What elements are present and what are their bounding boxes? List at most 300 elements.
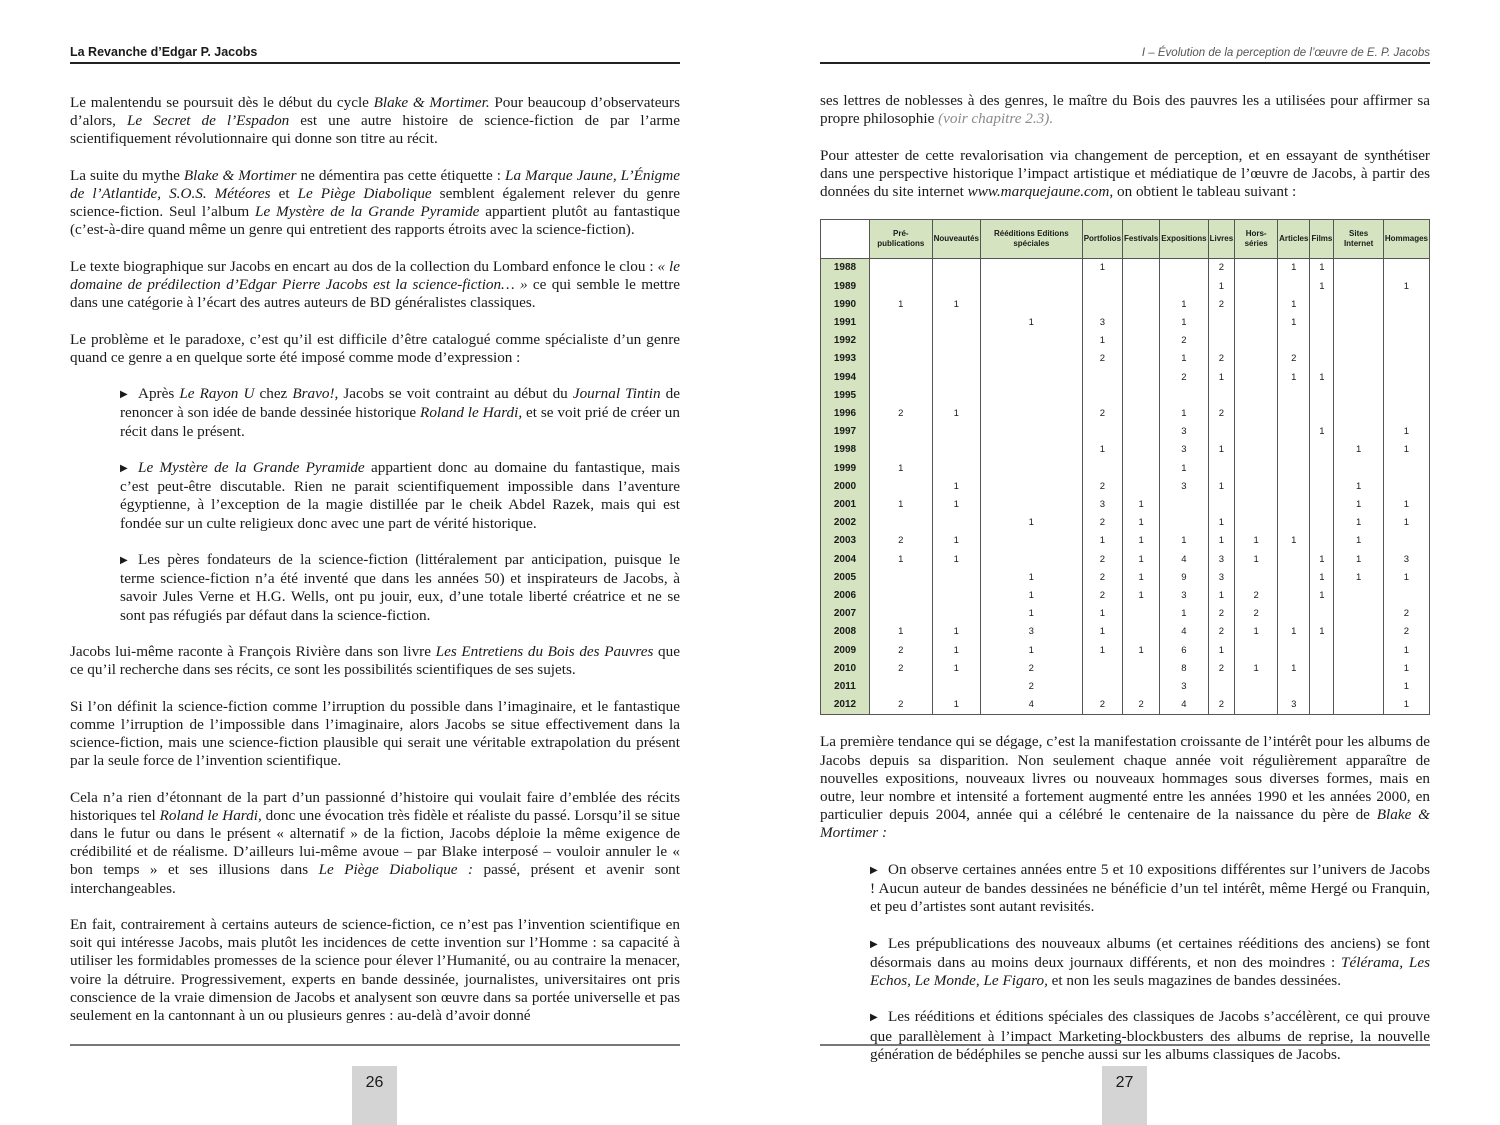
value-cell <box>1235 460 1278 478</box>
value-cell: 1 <box>980 605 1082 623</box>
value-cell <box>932 332 980 350</box>
table-row <box>821 514 1430 532</box>
paragraph: La suite du mythe Blake & Mortimer ne démentira pas cette étiquette : La Marque Jaune, L’Énigme de l’Atlantide, S.O.S. Météores et Le Piège Diabolique semblent également relever du genre science-fiction. Seul l’album Le Mystère de la Grande Pyramide appartient plutôt au fantastique (c’est-à-dire quand même un genre qui entretient des rapports étroits avec la science-fiction). <box>70 166 680 239</box>
value-cell <box>1310 532 1334 550</box>
value-cell <box>1082 460 1122 478</box>
value-cell <box>1235 387 1278 405</box>
value-cell <box>1278 587 1310 605</box>
year-cell: 2012 <box>821 696 870 715</box>
value-cell <box>1310 405 1334 423</box>
year-cell: 2011 <box>821 678 870 696</box>
year-cell: 2004 <box>821 551 870 569</box>
value-cell: 2 <box>1208 350 1235 368</box>
value-cell: 1 <box>1160 296 1208 314</box>
year-cell: 1993 <box>821 350 870 368</box>
value-cell: 2 <box>1235 605 1278 623</box>
value-cell: 1 <box>1383 496 1429 514</box>
value-cell <box>870 259 933 278</box>
triangle-right-icon: ▶ <box>120 462 128 474</box>
value-cell: 2 <box>1123 696 1160 715</box>
year-cell: 2000 <box>821 478 870 496</box>
value-cell: 2 <box>1208 259 1235 278</box>
value-cell: 3 <box>1160 423 1208 441</box>
value-cell: 1 <box>1278 314 1310 332</box>
value-cell <box>1310 496 1334 514</box>
value-cell: 1 <box>932 623 980 641</box>
value-cell: 1 <box>1310 587 1334 605</box>
year-cell: 1998 <box>821 441 870 459</box>
value-cell <box>870 441 933 459</box>
table-row <box>821 350 1430 368</box>
value-cell <box>932 278 980 296</box>
value-cell <box>1082 423 1122 441</box>
triangle-right-icon: ▶ <box>870 938 878 950</box>
value-cell <box>1123 623 1160 641</box>
value-cell <box>870 587 933 605</box>
value-cell <box>1235 569 1278 587</box>
value-cell <box>980 478 1082 496</box>
value-cell <box>1383 350 1429 368</box>
value-cell <box>932 259 980 278</box>
value-cell: 1 <box>1082 623 1122 641</box>
value-cell <box>1310 660 1334 678</box>
value-cell: 1 <box>1383 660 1429 678</box>
value-cell: 2 <box>1383 605 1429 623</box>
value-cell <box>980 369 1082 387</box>
value-cell: 3 <box>1082 496 1122 514</box>
value-cell <box>1235 296 1278 314</box>
value-cell: 1 <box>1278 623 1310 641</box>
value-cell <box>1208 332 1235 350</box>
value-cell <box>980 332 1082 350</box>
value-cell: 4 <box>1160 623 1208 641</box>
value-cell: 3 <box>980 623 1082 641</box>
table-row <box>821 460 1430 478</box>
value-cell: 1 <box>1334 551 1383 569</box>
value-cell: 2 <box>1082 405 1122 423</box>
value-cell <box>870 350 933 368</box>
value-cell: 1 <box>1235 551 1278 569</box>
value-cell: 1 <box>1383 441 1429 459</box>
value-cell <box>1235 423 1278 441</box>
value-cell <box>1208 423 1235 441</box>
table-row <box>821 496 1430 514</box>
table-row <box>821 660 1430 678</box>
value-cell <box>1123 423 1160 441</box>
table-row <box>821 623 1430 641</box>
value-cell: 1 <box>1160 605 1208 623</box>
value-cell: 1 <box>1383 642 1429 660</box>
value-cell <box>980 496 1082 514</box>
value-cell: 1 <box>1278 532 1310 550</box>
table-row <box>821 387 1430 405</box>
value-cell: 1 <box>1160 314 1208 332</box>
value-cell: 1 <box>980 587 1082 605</box>
value-cell <box>1383 405 1429 423</box>
paragraph: La première tendance qui se dégage, c’est la manifestation croissante de l’intérêt pour les albums de Jacobs depuis sa disparition. Non seulement chaque année voit régulièrement apparaître de nouvelles expositions, nouveaux livres ou nouveaux hommages sous diverses formes, mais en outre, leur nombre et intensité a fortement augmenté entre les années 1990 et les années 2000, en particulier depuis 2004, année qui a célébré le centenaire de la naissance du père de Blake & Mortimer : <box>820 733 1430 842</box>
table-row <box>821 551 1430 569</box>
value-cell <box>1334 642 1383 660</box>
year-cell: 1999 <box>821 460 870 478</box>
value-cell: 1 <box>1123 496 1160 514</box>
value-cell <box>1310 696 1334 715</box>
value-cell <box>1235 678 1278 696</box>
value-cell: 1 <box>1208 441 1235 459</box>
column-header: Articles <box>1278 220 1310 259</box>
value-cell: 1 <box>1123 551 1160 569</box>
value-cell: 1 <box>1082 642 1122 660</box>
value-cell <box>870 278 933 296</box>
value-cell: 1 <box>932 642 980 660</box>
value-cell <box>1383 478 1429 496</box>
value-cell <box>1160 514 1208 532</box>
value-cell <box>932 605 980 623</box>
value-cell: 1 <box>1334 496 1383 514</box>
value-cell: 1 <box>1082 441 1122 459</box>
value-cell: 1 <box>1235 623 1278 641</box>
value-cell: 1 <box>1310 259 1334 278</box>
table-row <box>821 642 1430 660</box>
value-cell <box>1334 623 1383 641</box>
table-row <box>821 278 1430 296</box>
value-cell <box>1278 678 1310 696</box>
table-row <box>821 441 1430 459</box>
value-cell: 1 <box>870 296 933 314</box>
value-cell <box>980 278 1082 296</box>
value-cell: 1 <box>980 569 1082 587</box>
table-row <box>821 332 1430 350</box>
value-cell: 1 <box>1123 569 1160 587</box>
value-cell <box>1208 460 1235 478</box>
value-cell: 2 <box>1208 605 1235 623</box>
paragraph: En fait, contrairement à certains auteurs de science-fiction, ce n’est pas l’invention scientifique en soit qui intéresse Jacobs, mais plutôt les incidences de cette invention sur l’Homme : sa capacité à utiliser les formidables promesses de la science pour élever l’Humanité, ou au contraire la menacer, voire la détruire. Progressivement, experts en bande dessinée, journalistes, universitaires ont pris conscience de la vraie dimension de Jacobs et analysent son œuvre dans sa portée universelle et pas seulement en la cantonnant à un ou plusieurs genres : au-delà d’avoir donné <box>70 915 680 1024</box>
value-cell <box>1235 369 1278 387</box>
value-cell <box>1123 660 1160 678</box>
value-cell <box>1383 259 1429 278</box>
value-cell: 1 <box>932 296 980 314</box>
value-cell: 1 <box>1160 405 1208 423</box>
table-row <box>821 423 1430 441</box>
value-cell: 3 <box>1208 551 1235 569</box>
column-header: Pré-publications <box>870 220 933 259</box>
column-header: Sites Internet <box>1334 220 1383 259</box>
value-cell <box>1278 551 1310 569</box>
value-cell <box>1334 278 1383 296</box>
triangle-right-icon: ▶ <box>870 864 878 876</box>
value-cell <box>1310 314 1334 332</box>
value-cell <box>870 332 933 350</box>
column-header: Hommages <box>1383 220 1429 259</box>
value-cell <box>1334 296 1383 314</box>
value-cell <box>870 369 933 387</box>
value-cell: 1 <box>870 551 933 569</box>
value-cell <box>1278 405 1310 423</box>
value-cell <box>1235 478 1278 496</box>
value-cell <box>1278 569 1310 587</box>
value-cell <box>1334 314 1383 332</box>
value-cell <box>1278 605 1310 623</box>
value-cell: 1 <box>1082 532 1122 550</box>
value-cell: 1 <box>1235 660 1278 678</box>
value-cell: 2 <box>1278 350 1310 368</box>
value-cell <box>932 460 980 478</box>
value-cell <box>1082 678 1122 696</box>
table-row <box>821 296 1430 314</box>
column-header: Rééditions Editions spéciales <box>980 220 1082 259</box>
value-cell <box>1160 259 1208 278</box>
value-cell: 2 <box>1082 514 1122 532</box>
data-table <box>820 219 1430 715</box>
value-cell <box>1310 332 1334 350</box>
value-cell <box>1310 441 1334 459</box>
value-cell: 2 <box>870 405 933 423</box>
value-cell: 1 <box>932 660 980 678</box>
table-corner-cell <box>821 220 870 259</box>
value-cell <box>932 387 980 405</box>
year-cell: 1988 <box>821 259 870 278</box>
column-header: Expositions <box>1160 220 1208 259</box>
value-cell <box>1383 332 1429 350</box>
running-head-book-title: La Revanche d’Edgar P. Jacobs <box>70 42 680 64</box>
value-cell <box>1278 496 1310 514</box>
value-cell <box>870 605 933 623</box>
paragraph: Pour attester de cette revalorisation via changement de perception, et en essayant de synthétiser dans une perspective historique l’impact artistique et médiatique de l’œuvre de Jacobs, à partir des données du site internet www.marquejaune.com, on obtient le tableau suivant : <box>820 146 1430 200</box>
right-page <box>820 0 1430 1125</box>
paragraph: Si l’on définit la science-fiction comme l’irruption du possible dans l’imaginaire, et le fantastique comme l’irruption de l’impossible dans l’imaginaire, alors Jacobs se situe effectivement dans la science-fiction, mais une science-fiction plausible qui serait une véritable extrapolation du présent par la seule force de l’invention scientifique. <box>70 697 680 770</box>
value-cell <box>932 423 980 441</box>
value-cell: 1 <box>1383 423 1429 441</box>
column-header: Livres <box>1208 220 1235 259</box>
value-cell <box>1123 350 1160 368</box>
value-cell: 1 <box>1278 259 1310 278</box>
value-cell <box>1208 314 1235 332</box>
value-cell: 1 <box>1208 514 1235 532</box>
value-cell: 2 <box>1208 405 1235 423</box>
value-cell <box>1334 678 1383 696</box>
triangle-right-icon: ▶ <box>120 554 128 566</box>
year-cell: 1990 <box>821 296 870 314</box>
value-cell: 1 <box>1334 441 1383 459</box>
value-cell <box>980 532 1082 550</box>
value-cell: 1 <box>932 478 980 496</box>
value-cell <box>980 551 1082 569</box>
value-cell <box>1383 314 1429 332</box>
value-cell <box>1235 496 1278 514</box>
value-cell: 1 <box>1208 278 1235 296</box>
website-reference: www.marquejaune.com, <box>967 183 1114 200</box>
value-cell <box>1235 278 1278 296</box>
value-cell <box>1123 387 1160 405</box>
value-cell: 2 <box>980 660 1082 678</box>
value-cell: 1 <box>1208 587 1235 605</box>
value-cell <box>932 314 980 332</box>
value-cell <box>870 569 933 587</box>
value-cell <box>980 460 1082 478</box>
value-cell <box>870 314 933 332</box>
column-header: Hors-séries <box>1235 220 1278 259</box>
value-cell: 1 <box>1208 642 1235 660</box>
value-cell: 1 <box>1123 532 1160 550</box>
value-cell <box>1123 314 1160 332</box>
right-body-text <box>820 92 1430 1082</box>
value-cell: 2 <box>870 642 933 660</box>
value-cell: 1 <box>932 405 980 423</box>
value-cell <box>870 478 933 496</box>
value-cell <box>1278 278 1310 296</box>
year-cell: 1997 <box>821 423 870 441</box>
table-row <box>821 478 1430 496</box>
value-cell: 1 <box>1310 551 1334 569</box>
value-cell <box>932 369 980 387</box>
value-cell <box>1334 587 1383 605</box>
value-cell: 1 <box>1383 569 1429 587</box>
value-cell <box>980 259 1082 278</box>
value-cell <box>1235 514 1278 532</box>
value-cell <box>1123 296 1160 314</box>
value-cell: 4 <box>1160 696 1208 715</box>
value-cell <box>1278 478 1310 496</box>
value-cell <box>870 678 933 696</box>
value-cell <box>1278 441 1310 459</box>
footer-divider <box>70 1044 680 1046</box>
value-cell <box>870 423 933 441</box>
value-cell <box>1310 514 1334 532</box>
bullet-item: ▶ Les prépublications des nouveaux albums (et certaines rééditions des anciens) se font désormais dans au moins deux journaux différents, et non des moindres : Télérama, Les Echos, Le Monde, Le Figaro, et non les seuls magazines de bandes dessinées. <box>870 934 1431 990</box>
value-cell <box>1310 387 1334 405</box>
value-cell <box>932 678 980 696</box>
value-cell <box>1235 405 1278 423</box>
value-cell: 3 <box>1082 314 1122 332</box>
value-cell: 1 <box>932 532 980 550</box>
value-cell: 2 <box>1208 623 1235 641</box>
value-cell <box>1310 478 1334 496</box>
value-cell: 1 <box>1383 678 1429 696</box>
value-cell <box>980 387 1082 405</box>
value-cell: 2 <box>1235 587 1278 605</box>
value-cell <box>1278 642 1310 660</box>
value-cell: 1 <box>1310 278 1334 296</box>
triangle-right-icon: ▶ <box>870 1012 878 1024</box>
year-cell: 2003 <box>821 532 870 550</box>
value-cell: 1 <box>1278 296 1310 314</box>
column-header: Nouveautés <box>932 220 980 259</box>
value-cell <box>1235 441 1278 459</box>
value-cell <box>1082 660 1122 678</box>
value-cell: 1 <box>1235 532 1278 550</box>
value-cell: 1 <box>1334 532 1383 550</box>
page-number: 27 <box>1102 1066 1147 1125</box>
value-cell: 1 <box>1208 478 1235 496</box>
value-cell: 1 <box>1310 569 1334 587</box>
value-cell: 1 <box>932 696 980 715</box>
value-cell <box>1334 369 1383 387</box>
value-cell <box>1082 387 1122 405</box>
value-cell: 1 <box>980 514 1082 532</box>
value-cell: 3 <box>1160 678 1208 696</box>
value-cell: 1 <box>1310 369 1334 387</box>
value-cell: 1 <box>1310 623 1334 641</box>
value-cell: 3 <box>1278 696 1310 715</box>
value-cell: 1 <box>1208 532 1235 550</box>
value-cell: 6 <box>1160 642 1208 660</box>
paragraph: Le problème et le paradoxe, c’est qu’il est difficile d’être catalogué comme spécialiste d’un genre quand ce genre a en quelque sorte été imposé comme mode d’expression : <box>70 330 680 366</box>
value-cell: 1 <box>1160 460 1208 478</box>
value-cell <box>1235 642 1278 660</box>
value-cell: 1 <box>870 460 933 478</box>
value-cell <box>1235 350 1278 368</box>
value-cell: 2 <box>1082 696 1122 715</box>
value-cell: 2 <box>1082 478 1122 496</box>
bullet-item: ▶ Les pères fondateurs de la science-fiction (littéralement par anticipation, puisque le terme science-fiction n’a été inventé que dans les années 50) et inspirateurs de Jacobs, à savoir Jules Verne et H.G. Wells, ont pu jouir, eux, d’une totale liberté créatrice et ne se sont pas réfugiés par défaut dans la science-fiction. <box>120 550 680 624</box>
paragraph: ses lettres de noblesses à des genres, le maître du Bois des pauvres les a utilisées pour affirmer sa propre philosophie (voir chapitre 2.3). <box>820 92 1430 128</box>
value-cell <box>870 514 933 532</box>
value-cell: 1 <box>980 314 1082 332</box>
year-cell: 2006 <box>821 587 870 605</box>
year-cell: 1994 <box>821 369 870 387</box>
value-cell <box>980 441 1082 459</box>
year-cell: 2010 <box>821 660 870 678</box>
value-cell <box>1334 259 1383 278</box>
value-cell <box>1334 332 1383 350</box>
table-row <box>821 605 1430 623</box>
value-cell <box>1334 423 1383 441</box>
value-cell: 1 <box>870 623 933 641</box>
value-cell: 2 <box>1082 569 1122 587</box>
value-cell <box>1383 387 1429 405</box>
value-cell: 1 <box>980 642 1082 660</box>
left-body-text <box>70 94 680 1043</box>
table-row <box>821 696 1430 715</box>
value-cell: 1 <box>1082 605 1122 623</box>
value-cell: 1 <box>932 496 980 514</box>
table-row <box>821 314 1430 332</box>
value-cell <box>1123 605 1160 623</box>
value-cell <box>1235 332 1278 350</box>
value-cell <box>1123 405 1160 423</box>
value-cell <box>1123 441 1160 459</box>
value-cell: 2 <box>1160 369 1208 387</box>
value-cell: 1 <box>1334 478 1383 496</box>
value-cell <box>1160 387 1208 405</box>
value-cell <box>1334 460 1383 478</box>
table-row <box>821 369 1430 387</box>
value-cell <box>1123 278 1160 296</box>
value-cell <box>932 514 980 532</box>
chapter-cross-reference: (voir chapitre 2.3). <box>938 110 1054 128</box>
footer-divider <box>820 1044 1430 1046</box>
value-cell: 2 <box>1208 296 1235 314</box>
value-cell <box>1123 460 1160 478</box>
value-cell: 1 <box>1082 259 1122 278</box>
value-cell <box>1123 678 1160 696</box>
value-cell <box>932 587 980 605</box>
year-cell: 2009 <box>821 642 870 660</box>
value-cell <box>1235 314 1278 332</box>
value-cell <box>1235 259 1278 278</box>
value-cell: 1 <box>1082 332 1122 350</box>
value-cell <box>1383 532 1429 550</box>
paragraph: Cela n’a rien d’étonnant de la part d’un passionné d’histoire qui voulait faire d’emblée des récits historiques tel Roland le Hardi, donc une évocation très fidèle et réaliste du passé. Lorsqu’il se situe dans le futur ou dans le présent « alternatif » de la fiction, Jacobs déploie la même exigence de crédibilité et de réalisme. D’ailleurs lui-même avoue – par Blake interposé – vouloir annuler le « bon temps » et ses illusions dans Le Piège Diabolique : passé, présent et avenir sont interchangeables. <box>70 788 680 897</box>
value-cell: 2 <box>870 660 933 678</box>
value-cell: 3 <box>1160 587 1208 605</box>
value-cell: 3 <box>1383 551 1429 569</box>
value-cell: 1 <box>1278 369 1310 387</box>
value-cell <box>1310 350 1334 368</box>
paragraph: Le texte biographique sur Jacobs en encart au dos de la collection du Lombard enfonce le clou : « le domaine de prédilection d’Edgar Pierre Jacobs est la science-fiction… » ce qui semble le mettre dans une catégorie à l’écart des autres auteurs de BD généralistes classiques. <box>70 257 680 312</box>
year-cell: 1992 <box>821 332 870 350</box>
value-cell <box>1310 460 1334 478</box>
table-row <box>821 678 1430 696</box>
